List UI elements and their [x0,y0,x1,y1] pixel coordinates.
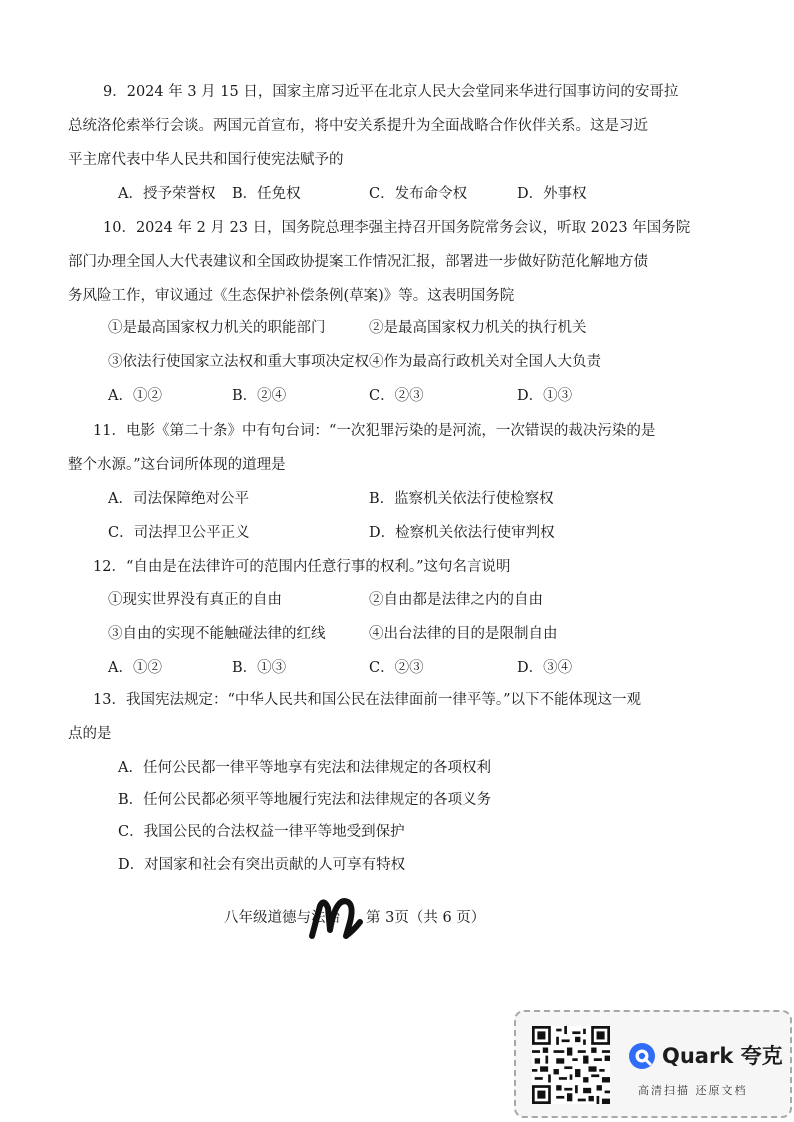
q13-option-b: B．任何公民都必须平等地履行宪法和法律规定的各项义务 [118,792,492,808]
q9-option-c: C．发布命令权 [369,186,468,202]
q12-line-1: 12．“自由是在法律许可的范围内任意行事的权利。”这句名言说明 [93,559,511,575]
q9-option-a: A．授予荣誉权 [118,186,216,202]
handwritten-mark-icon [306,892,366,942]
q11-option-d: D．检察机关依法行使审判权 [369,525,555,541]
q10-line-1: 10．2024 年 2 月 23 日，国务院总理李强主持召开国务院常务会议，听取 2023 年国务院 [103,220,691,236]
footer-page-number: 第 3页（共 6 页） [366,910,486,926]
q10-option-c: C．②③ [369,388,424,404]
q9-line-3: 平主席代表中华人民共和国行使宪法赋予的 [68,152,344,168]
q10-line-2: 部门办理全国人大代表建议和全国政协提案工作情况汇报，部署进一步做好防范化解地方债 [68,254,648,270]
q9-option-b: B．任免权 [232,186,301,202]
q9-option-d: D．外事权 [517,186,587,202]
q12-option-d: D．③④ [517,660,573,676]
q10-statement-2: ②是最高国家权力机关的执行机关 [369,320,587,336]
q12-statement-3: ③自由的实现不能触碰法律的红线 [108,626,326,642]
footer-subject: 八年级道德与法治 [224,910,340,926]
q12-statement-1: ①现实世界没有真正的自由 [108,592,282,608]
brand-name: Quark 夸克 [662,1044,783,1068]
q13-option-d: D．对国家和社会有突出贡献的人可享有特权 [118,857,406,873]
q10-option-d: D．①③ [517,388,573,404]
q11-line-1: 11．电影《第二十条》中有句台词：“一次犯罪污染的是河流，一次错误的裁决污染的是 [93,423,656,439]
quark-brand [628,1038,784,1074]
q13-line-1: 13．我国宪法规定：“中华人民共和国公民在法律面前一律平等。”以下不能体现这一观 [93,692,642,708]
q12-option-b: B．①③ [232,660,287,676]
q12-statement-4: ④出台法律的目的是限制自由 [369,626,558,642]
q10-option-b: B．②④ [232,388,287,404]
q12-option-a: A．①② [108,660,162,676]
q10-line-3: 务风险工作，审议通过《生态保护补偿条例(草案)》等。这表明国务院 [68,288,515,304]
q10-option-a: A．①② [108,388,162,404]
q13-option-a: A．任何公民都一律平等地享有宪法和法律规定的各项权利 [118,760,491,776]
q10-statement-3: ③依法行使国家立法权和重大事项决定权 [108,354,369,370]
q12-option-c: C．②③ [369,660,424,676]
q13-option-c: C．我国公民的合法权益一律平等地受到保护 [118,824,405,840]
q11-option-c: C．司法捍卫公平正义 [108,525,250,541]
brand-tagline: 高清扫描 还原文档 [638,1084,748,1097]
quark-logo-icon [628,1042,656,1070]
q11-option-b: B．监察机关依法行使检察权 [369,491,554,507]
q9-line-2: 总统洛伦索举行会谈。两国元首宣布，将中安关系提升为全面战略合作伙伴关系。这是习近 [68,118,648,134]
quark-watermark [514,1010,792,1118]
qr-code-icon [532,1026,610,1104]
q11-line-2: 整个水源。”这台词所体现的道理是 [68,457,286,473]
q9-line-1: 9．2024 年 3 月 15 日，国家主席习近平在北京人民大会堂同来华进行国事访问的安哥拉 [103,84,679,100]
q13-line-2: 点的是 [68,726,112,742]
q11-option-a: A．司法保障绝对公平 [108,491,249,507]
q10-statement-4: ④作为最高行政机关对全国人大负责 [369,354,601,370]
q10-statement-1: ①是最高国家权力机关的职能部门 [108,320,326,336]
q12-statement-2: ②自由都是法律之内的自由 [369,592,543,608]
